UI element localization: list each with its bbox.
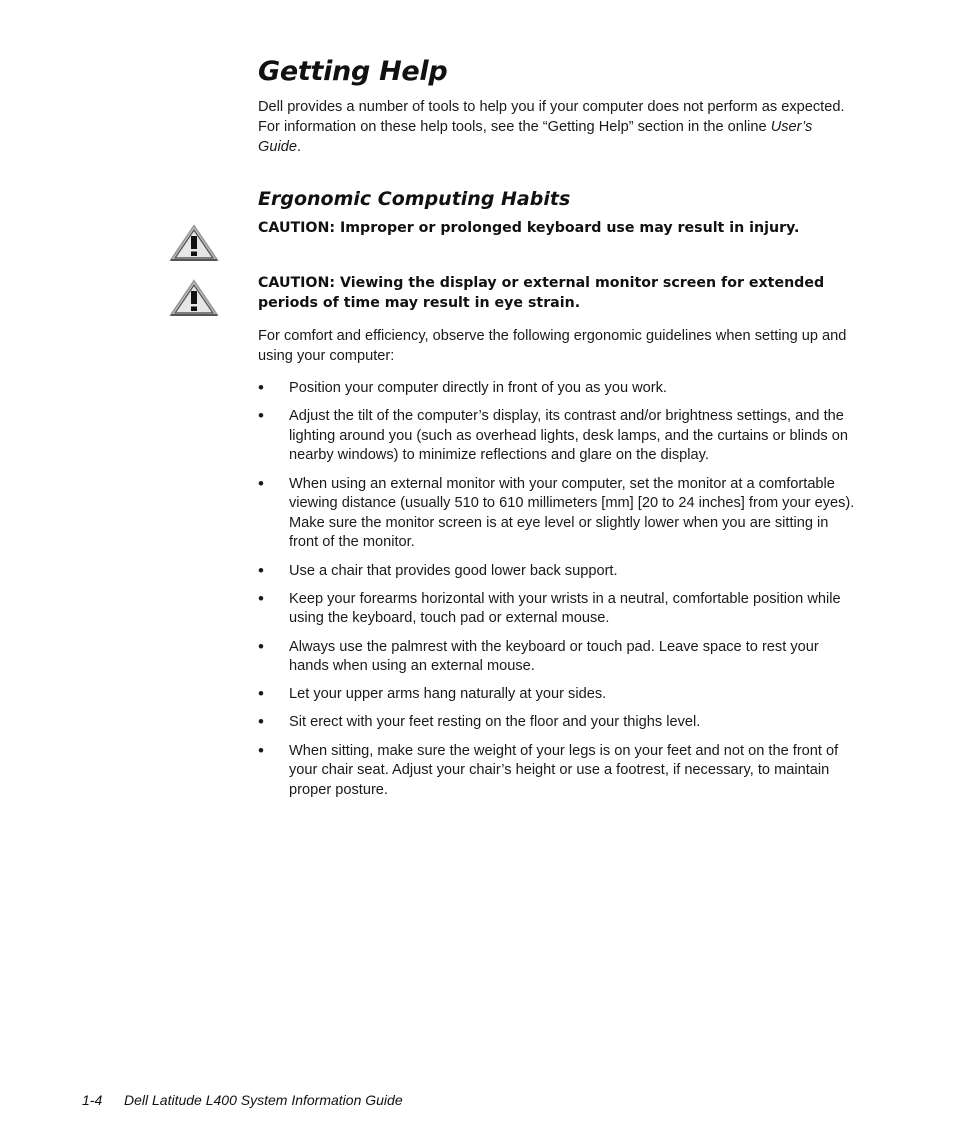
list-item	[258, 713, 858, 733]
list-item-text: Sit erect with your feet resting on the floor and your thighs level.	[289, 714, 701, 731]
caution-eye-strain-text: CAUTION: Viewing the display or external monitor screen for extended periods of time may result in eye strain.	[258, 275, 825, 311]
list-item	[258, 379, 858, 399]
intro-text-end: .	[296, 139, 302, 155]
list-item-text: Adjust the tilt of the computer’s display, its contrast and/or brightness settings, and the lighting around you (such as overhead lights, desk lamps, and the curtains or blinds on nearby windows) to minimize reflections and glare on the display.	[289, 408, 848, 464]
bullet-icon: •	[258, 560, 264, 580]
list-item-text: Let your upper arms hang naturally at your sides.	[289, 686, 607, 703]
list-item-text: Use a chair that provides good lower back support.	[289, 562, 618, 579]
list-item-text: When using an external monitor with your computer, set the monitor at a comfortable viewing distance (usually 510 to 610 millimeters [mm] [20 to 24 inches] from your eyes). Make sure the monitor screen is at eye level or slightly lower when you are sitting in front of the monitor.	[289, 475, 855, 551]
list-item	[258, 590, 858, 629]
warning-triangle-icon	[168, 277, 220, 317]
bullet-icon: •	[258, 406, 264, 426]
footer-title: Dell Latitude L400 System Information Guide	[124, 1092, 403, 1108]
list-item	[258, 562, 858, 582]
page-footer	[82, 1091, 403, 1109]
list-item-text: Always use the palmrest with the keyboard or touch pad. Leave space to rest your hands when using an external mouse.	[289, 638, 819, 675]
list-item	[258, 742, 858, 801]
bullet-icon: •	[258, 378, 264, 397]
list-item	[258, 475, 858, 553]
list-item	[258, 685, 858, 705]
section-heading: Ergonomic Computing Habits	[258, 188, 571, 210]
list-item	[258, 638, 858, 677]
list-item-text: Keep your forearms horizontal with your wrists in a neutral, comfortable position while using the keyboard, touch pad or external mouse.	[289, 590, 841, 627]
bullet-icon: •	[258, 588, 264, 608]
list-item-text: Position your computer directly in front of you as you work.	[289, 380, 667, 396]
ergonomic-guidelines-list	[258, 379, 858, 809]
intro-text: Dell provides a number of tools to help you if your computer does not perform as expected. For information on these help tools, see the “Getting Help” section in the online	[258, 99, 845, 135]
guidelines-intro: For comfort and efficiency, observe the following ergonomic guidelines when setting up and using your computer:	[258, 328, 847, 364]
page-number: 1-4	[82, 1092, 103, 1108]
bullet-icon: •	[258, 636, 264, 656]
list-item-text: When sitting, make sure the weight of your legs is on your feet and not on the front of your chair seat. Adjust your chair’s height or use a footrest, if necessary, to maintain proper posture.	[289, 742, 839, 798]
bullet-icon: •	[258, 684, 264, 704]
users-guide-reference: User’s Guide	[258, 119, 813, 155]
intro-paragraph	[258, 97, 858, 157]
bullet-icon: •	[258, 473, 264, 493]
page-title: Getting Help	[258, 56, 448, 87]
caution-keyboard-text: CAUTION: Improper or prolonged keyboard use may result in injury.	[258, 220, 800, 236]
bullet-icon: •	[258, 712, 264, 732]
warning-triangle-icon	[168, 222, 220, 262]
bullet-icon: •	[258, 740, 264, 760]
list-item	[258, 407, 858, 466]
